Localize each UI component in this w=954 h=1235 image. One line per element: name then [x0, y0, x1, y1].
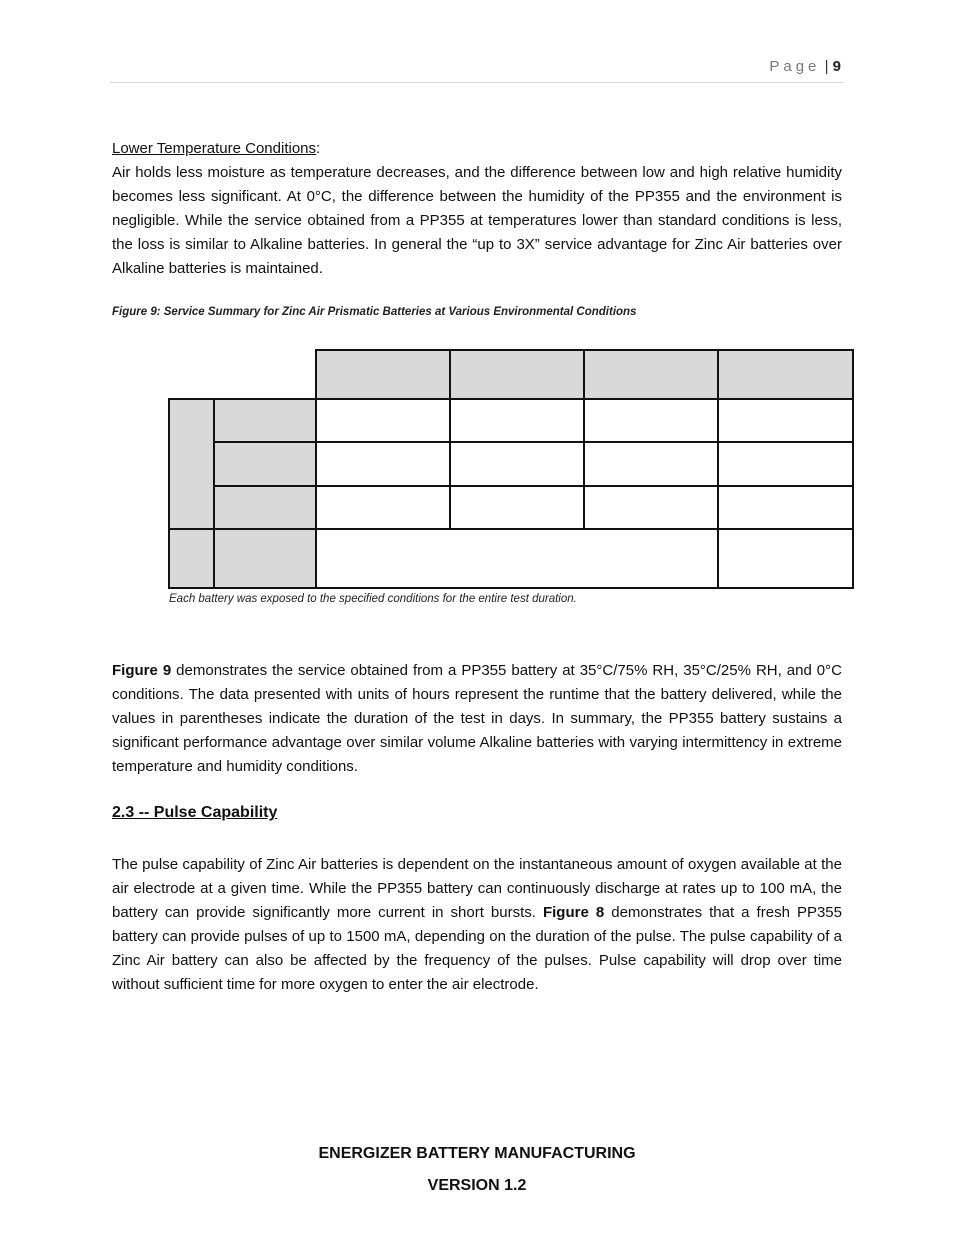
table-merged-cell	[315, 528, 719, 589]
footer-version: VERSION 1.2	[427, 1177, 527, 1194]
header-divider	[110, 82, 844, 83]
table-cell	[717, 441, 854, 487]
table-cell	[583, 441, 719, 487]
table-row-group-label	[168, 528, 215, 589]
pulse-capability-heading: 2.3 -- Pulse Capability	[112, 804, 278, 821]
lower-temperature-title-line	[112, 137, 842, 161]
figure-note: Each battery was exposed to the specified conditions for the entire test duration.	[169, 593, 577, 605]
lower-temperature-body: Air holds less moisture as temperature decreases, and the difference between low and high relative humidity becomes less significant. At 0°C, the difference between the humidity of the PP355 and the environment is negligible. While the service obtained from a PP355 at temperatures lower than standard conditions is less, the loss is similar to Alkaline batteries. In general the “up to 3X” service advantage for Zinc Air batteries over Alkaline batteries is maintained.	[112, 164, 842, 277]
table-cell	[583, 398, 719, 443]
table-cell	[449, 398, 585, 443]
page-separator: |	[824, 58, 829, 75]
table-header-cell	[315, 349, 451, 400]
table-cell	[583, 485, 719, 530]
page-number: 9	[832, 58, 841, 75]
figure-9-paragraph	[112, 659, 842, 779]
page-number-header	[640, 58, 841, 75]
table-cell	[315, 398, 451, 443]
pulse-body-part2: demonstrates that a fresh PP355 battery can provide pulses of up to 1500 mA, depending on the duration of the pulse. The pulse capability of a Zinc Air battery can also be affected by the frequency of the pulses. Pulse capability will drop over time without sufficient time for more oxygen to enter the air electrode.	[112, 904, 842, 993]
pulse-capability-paragraph	[112, 853, 842, 997]
table-cell	[449, 441, 585, 487]
page-label: Page	[769, 58, 821, 75]
table-cell	[315, 485, 451, 530]
table-cell	[449, 485, 585, 530]
table-header-cell	[449, 349, 585, 400]
table-row-label	[213, 528, 317, 589]
figure-9-paragraph-body: demonstrates the service obtained from a PP355 battery at 35°C/75% RH, 35°C/25% RH, and 0°C conditions. The data presented with units of hours represent the runtime that the battery delivered, while the values in parentheses indicate the duration of the test in days. In summary, the PP355 battery sustains a significant performance advantage over similar volume Alkaline batteries with varying intermittency in extreme temperature and humidity conditions.	[112, 662, 842, 775]
table-header-cell	[717, 349, 854, 400]
pulse-body-part1: The pulse capability of Zinc Air batteries is dependent on the instantaneous amount of oxygen available at the air electrode at a given time. While the PP355 battery can continuously discharge at rates up to 100 mA, the battery can provide significantly more current in short bursts.	[112, 856, 842, 921]
table-header-cell	[583, 349, 719, 400]
lower-temperature-title-suffix: :	[316, 140, 321, 157]
table-cell	[717, 398, 854, 443]
footer-company: ENERGIZER BATTERY MANUFACTURING	[318, 1145, 636, 1162]
lower-temperature-title: Lower Temperature Conditions	[112, 140, 317, 157]
table-row-group-label	[168, 398, 215, 530]
figure-9-discussion	[112, 659, 842, 779]
table-row-label	[213, 485, 317, 530]
table-row-label	[213, 398, 317, 443]
table-cell	[717, 485, 854, 530]
lower-temperature-section	[112, 137, 842, 281]
figure-9-reference: Figure 9	[112, 662, 172, 679]
table-cell	[315, 441, 451, 487]
table-row-label	[213, 441, 317, 487]
figure-8-reference: Figure 8	[542, 904, 605, 921]
pulse-capability-section	[112, 853, 842, 997]
table-cell	[717, 528, 854, 589]
figure-caption: Figure 9: Service Summary for Zinc Air Prismatic Batteries at Various Environmental Conditions	[112, 306, 637, 318]
